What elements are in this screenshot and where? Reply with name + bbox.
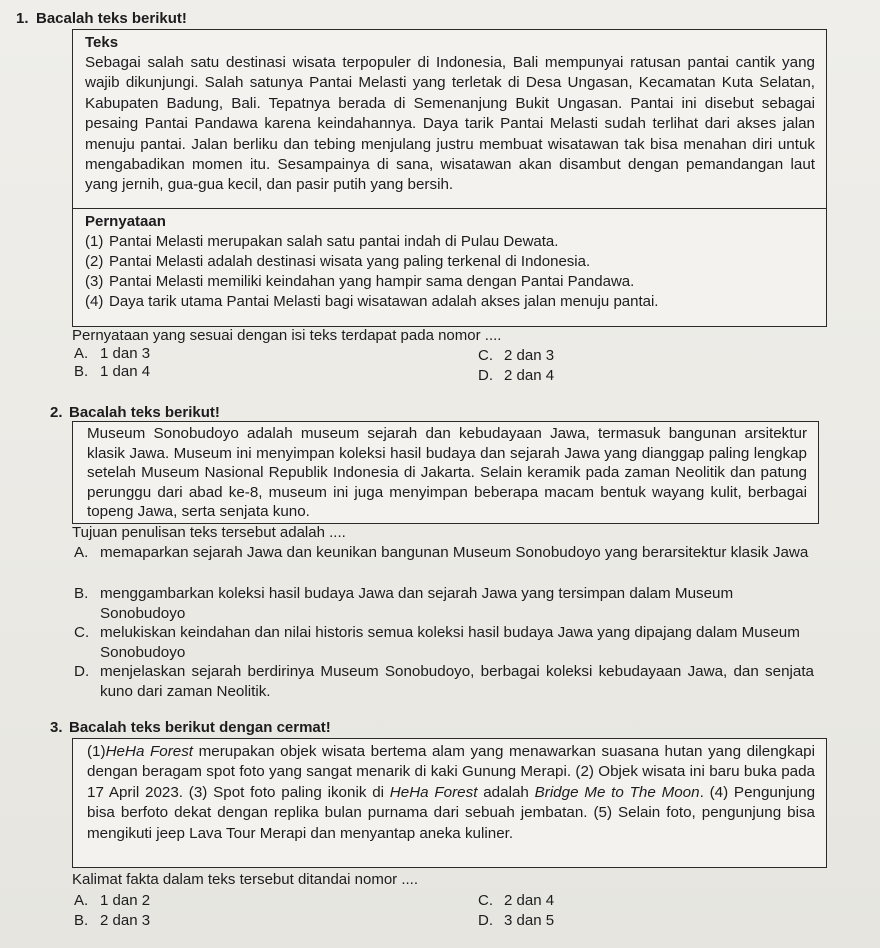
statement-text: Daya tarik utama Pantai Melasti bagi wisatawan adalah akses jalan menuju pantai. <box>109 293 659 310</box>
q3-title: Bacalah teks berikut dengan cermat! <box>69 719 331 736</box>
q1-text-header: Teks <box>85 34 119 51</box>
q2-title: Bacalah teks berikut! <box>69 404 220 421</box>
q3-text-box <box>72 738 827 868</box>
q2-option-a[interactable]: A. memaparkan sejarah Jawa dan keunikan bangunan Museum Sonobudoyo yang berarsitektur klasik Jawa <box>74 544 809 561</box>
statement-number: (4) <box>85 293 104 310</box>
q1-option-b[interactable]: B. 1 dan 4 <box>74 363 151 380</box>
q3-text: (1)HeHa Forest merupakan objek wisata bertema alam yang menawarkan suasana hutan yang dilengkapi dengan beragam spot foto yang sangat menarik di kaki Gunung Merapi. (2) Objek wisata ini baru buka pada 17 April 2023. (3) Spot foto paling ikonik di HeHa Forest adalah Bridge Me to The Moon. (4) Pengunjung bisa berfoto dekat dengan replika bulan purnama dari sebuah jembatan. (5) Selain foto, pengunjung bisa mengikuti jeep Lava Tour Merapi dan menyantap aneka kuliner. <box>87 743 816 842</box>
statement-text: Pantai Melasti merupakan salah satu pantai indah di Pulau Dewata. <box>109 233 559 250</box>
q1-question: Pernyataan yang sesuai dengan isi teks terdapat pada nomor .... <box>72 327 502 344</box>
q1-title: Bacalah teks berikut! <box>36 10 187 27</box>
statement-item <box>85 272 815 292</box>
statement-number: (1) <box>85 233 104 250</box>
q1-text-box <box>72 29 827 327</box>
q2-option-c[interactable]: C. melukiskan keindahan dan nilai historis semua koleksi hasil budaya Jawa yang dipajang dalam Museum Sonobudoyo <box>74 624 800 661</box>
q3-question: Kalimat fakta dalam teks tersebut ditandai nomor .... <box>72 871 419 888</box>
q1-box-divider <box>73 208 826 209</box>
q3-option-c[interactable]: C. 2 dan 4 <box>478 892 555 909</box>
q3-number: 3. <box>50 719 63 736</box>
q2-option-b[interactable]: B. menggambarkan koleksi hasil budaya Jawa dan sejarah Jawa yang tersimpan dalam Museum Sonobudoyo <box>74 585 734 622</box>
statement-item <box>85 252 815 272</box>
q1-option-a[interactable]: A. 1 dan 3 <box>74 345 151 362</box>
statement-text: Pantai Melasti memiliki keindahan yang hampir sama dengan Pantai Pandawa. <box>109 273 635 290</box>
q1-statements-header: Pernyataan <box>85 213 166 230</box>
statement-item <box>85 232 815 252</box>
statement-number: (3) <box>85 273 104 290</box>
q2-text: Museum Sonobudoyo adalah museum sejarah dan kebudayaan Jawa, termasuk bangunan arsitektur klasik Jawa. Museum ini menyimpan koleksi hasil budaya dan sejarah Jawa yang dianggap paling lengkap setelah Museum Nasional Republik Indonesia di Jakarta. Selain keramik pada zaman Neolitik dan patung perunggu dari abad ke-8, museum ini juga menyimpan beberapa macam bentuk wayang kulit, berbagai topeng Jawa, serta senjata kuno. <box>87 425 807 521</box>
q3-option-a[interactable]: A. 1 dan 2 <box>74 892 151 909</box>
statement-number: (2) <box>85 253 104 270</box>
q1-number: 1. <box>16 10 29 27</box>
q2-number: 2. <box>50 404 63 421</box>
statement-item <box>85 292 815 312</box>
statement-text: Pantai Melasti adalah destinasi wisata yang paling terkenal di Indonesia. <box>109 253 591 270</box>
q1-option-d[interactable]: D. 2 dan 4 <box>478 367 555 384</box>
q2-text-box <box>72 421 819 524</box>
q3-option-d[interactable]: D. 3 dan 5 <box>478 912 555 929</box>
q2-option-d[interactable]: D. menjelaskan sejarah berdirinya Museum Sonobudoyo, berbagai koleksi kebudayaan Jawa, dan senjata kuno dari zaman Neolitik. <box>74 663 814 700</box>
q1-option-c[interactable]: C. 2 dan 3 <box>478 347 555 364</box>
q1-text: Sebagai salah satu destinasi wisata terpopuler di Indonesia, Bali mempunyai ratusan pantai cantik yang wajib dikunjungi. Salah satunya Pantai Melasti yang terletak di Desa Ungasan, Kecamatan Kuta Selatan, Kabupaten Badung, Bali. Tepatnya berada di Semenanjung Bukit Ungasan. Pantai ini disebut sebagai pesaing Pantai Pandawa karena keindahannya. Daya tarik Pantai Melasti sudah terlihat dari akses jalan menuju pantai. Jalan berliku dan tebing menjulang justru membuat wisatawan tak bisa menahan diri untuk mengabadikan momen itu. Sesampainya di sana, wisatawan akan disambut dengan pemandangan laut yang jernih, gua-gua kecil, dan pasir putih yang bersih. <box>85 54 815 194</box>
q2-question: Tujuan penulisan teks tersebut adalah .... <box>72 524 346 541</box>
q3-option-b[interactable]: B. 2 dan 3 <box>74 912 151 929</box>
